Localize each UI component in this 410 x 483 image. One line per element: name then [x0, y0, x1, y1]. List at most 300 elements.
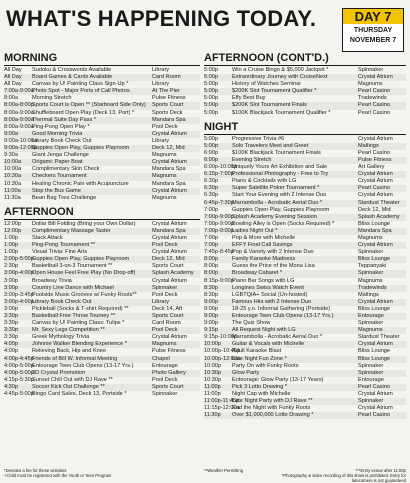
event-time: 9:15p [204, 327, 218, 334]
schedule-row [204, 299, 406, 306]
schedule-row [204, 200, 406, 207]
schedule-row [4, 188, 200, 195]
schedule-row [4, 117, 200, 124]
schedule-row [4, 313, 200, 320]
event-location: Magnums [358, 327, 383, 334]
event-location: Art Gallery [358, 164, 385, 171]
footnote-fee: *Denotes a fee for these activities [4, 468, 67, 473]
event-name: Longines Swiss Watch Event [232, 284, 304, 291]
event-name: Healing Chronic Pain with Acupuncture [32, 180, 129, 187]
event-name: Piano & Cocktails with LG [232, 178, 297, 185]
event-location: Card Room [152, 320, 181, 327]
event-name: Soccer Kick Out Challenge ** [32, 383, 105, 390]
event-name: $100K Blackjack Tournament Qualifier * [232, 109, 331, 116]
event-location: Deck 12, Mid [152, 145, 185, 152]
event-name: Sunset Chill Out with DJ Rave ** [32, 376, 113, 383]
event-location: Crystal Atrium [152, 234, 187, 241]
event-name: Library Book Check Out [32, 137, 92, 144]
event-time: 3:00p-4:00p [4, 270, 34, 277]
event-time: 9:00a-12:00p [4, 145, 37, 152]
event-time: 5:00p [204, 67, 218, 73]
schedule-row [4, 278, 200, 285]
schedule-row [204, 356, 406, 363]
event-location: Magnums [152, 173, 177, 180]
morning-title: MORNING [4, 52, 200, 66]
schedule-row [204, 270, 406, 277]
event-time: 11:00p [204, 383, 221, 390]
event-time: 4:00p-5:00p [4, 362, 34, 369]
event-location: Pool Deck [152, 327, 178, 334]
event-name: Country Line Dance with Michael [32, 284, 114, 291]
schedule-row [204, 150, 406, 157]
event-name: Bingo Card Sales, Deck 13, Portside * [32, 391, 127, 398]
day-badge [342, 8, 404, 52]
event-location: Pool Deck [152, 242, 178, 249]
event-location: Card Room [152, 74, 181, 81]
schedule-row [204, 74, 406, 81]
event-location: Crystal Atrium [152, 277, 187, 284]
event-time: 1:00p [4, 249, 18, 256]
schedule-row [204, 306, 406, 313]
event-location: Bliss Lounge [358, 305, 391, 312]
event-location: Stardust Theater [358, 199, 400, 206]
event-name: Pop & More with Michelle [232, 234, 296, 241]
event-location: Mandara Spa [152, 180, 186, 187]
event-time: 10:00a [4, 159, 22, 166]
night-schedule [204, 136, 406, 420]
event-name: The Quiz Show [232, 320, 271, 327]
schedule-row [204, 285, 406, 292]
schedule-row [204, 164, 406, 171]
schedule-row [204, 185, 406, 192]
event-location: Entourage [152, 362, 178, 369]
event-location: Bliss Lounge [358, 348, 391, 355]
event-time: 4:00p [4, 348, 18, 355]
event-location: Crystal Atrium [358, 135, 393, 142]
event-name: Canvas by U! Painting Class Sign-Up * [32, 81, 129, 88]
schedule-row [204, 192, 406, 199]
event-location: Pulse Fitness [152, 348, 186, 355]
event-time: 6:30p [204, 185, 218, 192]
schedule-row [4, 356, 200, 363]
event-location: Pearl Casino [358, 102, 391, 109]
schedule-row [204, 110, 406, 117]
event-time: 3:00p-4:00p [4, 298, 34, 305]
schedule-row [204, 370, 406, 377]
schedule-row [204, 341, 406, 348]
schedule-row [204, 327, 406, 334]
schedule-row [4, 131, 200, 138]
afternoon-cont-schedule [204, 67, 406, 117]
schedule-row [4, 166, 200, 173]
event-time: 11:00p [204, 391, 221, 398]
event-name: Origami: Paper Boat [32, 159, 83, 166]
footnotes-right [266, 468, 406, 483]
event-location: Maltings [358, 142, 379, 149]
event-location: Pool Deck [152, 376, 178, 383]
event-time: 6:00p-10:00p [204, 164, 237, 171]
schedule-row [4, 299, 200, 306]
event-time: 6:30p [204, 178, 218, 185]
event-name: Mr. Sexy Legs Competition ** [32, 327, 105, 334]
event-name: Super Satellite Poker Tournament * [232, 185, 320, 192]
schedule-row [204, 143, 406, 150]
schedule-row [204, 348, 406, 355]
event-location: Crystal Atrium [152, 159, 187, 166]
footnote-weather: **Weather Permitting [204, 468, 244, 473]
event-name: Greek Mythology Trivia [32, 334, 90, 341]
schedule-row [204, 88, 406, 95]
event-time: 6:30p [204, 192, 218, 199]
event-name: $200K Slot Tournament Finals [232, 102, 307, 109]
event-name: EFFY Final Call Savings [232, 242, 293, 249]
event-name: Basketball Free Throw Tourney ** [32, 313, 116, 319]
event-time: 7:45p-8:45p [204, 249, 234, 256]
schedule-row [4, 285, 200, 292]
event-location: Sports Court [152, 102, 184, 109]
event-time: 8:00a-9:00a [4, 116, 34, 123]
event-name: Dollar Bill Folding (Bring your Own Dollar) [32, 220, 136, 227]
event-name: Late Night Fun Zone * [232, 355, 287, 362]
event-time: 11:30a [4, 194, 21, 201]
schedule-row [4, 138, 200, 145]
schedule-row [204, 214, 406, 221]
schedule-row [4, 334, 200, 341]
event-location: Crystal Atrium [358, 192, 393, 199]
event-time: 12:00p [4, 220, 22, 227]
event-location: Magnums [152, 341, 177, 348]
event-name: Ladies Night Out * [232, 227, 278, 234]
event-location: Crystal Atrium [152, 187, 187, 194]
event-time: 3:00p-3:45p [4, 291, 34, 298]
event-time: 6:00p [204, 156, 218, 163]
event-time: 3:00p [4, 277, 18, 284]
event-time: All Day [4, 67, 22, 73]
event-name: Adult Karaoke Blast [232, 348, 282, 355]
event-name: Shuffleboard Open Play (Deck 13, Port) * [32, 109, 135, 116]
event-time: 9:00p [204, 320, 218, 327]
event-name: Giant Jenga Challenge [32, 152, 89, 159]
event-location: Deck 12, Mid [152, 256, 185, 263]
event-location: Entourage [358, 313, 384, 319]
schedule-row [204, 242, 406, 249]
event-time: 3:30p [4, 334, 18, 341]
event-time: 5:00p [204, 81, 218, 88]
schedule-row [4, 235, 200, 242]
event-location: Crystal Atrium [152, 130, 187, 137]
event-time: 5:00p [204, 88, 218, 95]
schedule-row [4, 363, 200, 370]
event-name: 18-25 y.o. Informal Gathering (Portside) [232, 305, 331, 312]
event-location: Magnums [358, 234, 383, 241]
event-location: Deck 14, Aft [152, 305, 183, 312]
event-time: 8:30p [204, 284, 218, 291]
event-location: Pulse Fitness [152, 95, 186, 102]
event-location: Crystal Atrium [358, 391, 393, 398]
event-time: 3:30p [4, 313, 18, 319]
event-name: Professional Photography - Free to Try [232, 171, 329, 178]
event-name: Thermal Suite Day Pass * [32, 116, 97, 123]
event-location: Pearl Casino [358, 149, 391, 156]
right-column [204, 52, 406, 419]
schedule-row [204, 313, 406, 320]
footnote-entry: ***Entry venue after 11:00p [355, 468, 406, 473]
event-name: Complimentary Skin Check [32, 166, 100, 173]
schedule-row [204, 67, 406, 74]
event-time: All Day [4, 81, 22, 88]
event-name: Open House Feel Free Play (No Drop-off) [32, 270, 136, 277]
schedule-row [4, 152, 200, 159]
event-time: 10:00p [204, 341, 222, 348]
event-name: Entourage: Glow Party (13-17 Years) [232, 376, 324, 383]
event-location: Splash Academy [358, 213, 400, 220]
event-name: Entourage Teen Club Opens (13-17 Yrs.) [232, 313, 334, 319]
event-name: Photo Spot - Major Ports of Call Photos [32, 88, 130, 95]
event-name: Pick 3 Lotto Drawing * [232, 383, 288, 390]
event-time: 4:30p [4, 383, 18, 390]
event-time: 5:00p [204, 135, 218, 142]
event-name: Splash Academy Evening Session [232, 213, 317, 220]
schedule-row [204, 136, 406, 143]
event-location: Crystal Atrium [152, 334, 187, 341]
schedule-row [4, 181, 200, 188]
event-time: 10:00p-10:45p [204, 348, 241, 355]
event-time: 9:00a-10:00a [4, 137, 37, 144]
event-name: History of Watches Seminar [232, 81, 302, 88]
schedule-row [4, 228, 200, 235]
event-location: Bliss Lounge [358, 355, 391, 362]
event-name: Visual Trivia: Fine Arts [32, 249, 88, 256]
event-location: Crystal Atrium [358, 178, 393, 185]
schedule-row [204, 81, 406, 88]
event-name: Piano Bar Songs with LG [232, 277, 295, 284]
event-location: Pearl Casino [358, 185, 391, 192]
schedule-row [4, 306, 200, 313]
schedule-row [204, 292, 406, 299]
event-location: Pool Deck [152, 123, 178, 130]
event-location: Library [152, 298, 170, 305]
event-time: 1:00p [4, 234, 18, 241]
schedule-row [204, 384, 406, 391]
event-name: Marrambolla - Acrobatic Aerial Duo * [232, 334, 323, 341]
left-column [4, 52, 200, 398]
event-name: Effy Best Buy [232, 95, 266, 102]
schedule-row [204, 391, 406, 398]
event-name: Start Your Evening with 2 Intense Duo [232, 192, 327, 199]
event-location: Teppanyaki [358, 263, 387, 270]
schedule-row [4, 145, 200, 152]
event-name: Ping-Pong Open Play * [32, 123, 90, 130]
event-time: 10:30p [204, 369, 222, 376]
event-time: 9:00p [204, 305, 218, 312]
event-time: 8:00a [4, 95, 18, 102]
day-number: DAY 7 [343, 9, 403, 24]
event-name: Glow Party [232, 369, 260, 376]
event-location: Spinnaker [358, 67, 384, 73]
event-name: Stop the Bus Game [32, 187, 81, 194]
schedule-row [4, 110, 200, 117]
event-time: 6:00p [204, 149, 218, 156]
schedule-row [4, 327, 200, 334]
event-name: Night Cap with Michelle [232, 391, 291, 398]
event-name: Broadway Trivia [32, 277, 72, 284]
event-name: Guppies Open Play, Guppies Playroom [232, 206, 330, 213]
event-name: Entourage Teen Club Opens (13-17 Yrs.) [32, 362, 134, 369]
schedule-row [4, 384, 200, 391]
event-location: Tradewinds [358, 284, 387, 291]
event-location: Pearl Casino [358, 412, 391, 419]
event-time: 4:00p-5:00p [4, 369, 34, 376]
event-time: 5:00p [204, 74, 218, 81]
schedule-row [204, 320, 406, 327]
event-time: 9:15p-10:00p [204, 334, 237, 341]
event-location: Magnums [358, 81, 383, 88]
schedule-row [204, 377, 406, 384]
event-location: Spinnaker [358, 320, 384, 327]
event-location: Spinnaker [358, 270, 384, 277]
event-time: 7:00a-9:00a [4, 88, 34, 95]
event-name: Guppies Open Play, Guppies Playroom [32, 145, 130, 152]
event-location: Mandara Spa [152, 166, 186, 173]
event-name: Johnnie Walker Blending Experience * [32, 341, 127, 348]
event-location: Spinnaker [152, 391, 178, 398]
event-location: Photo Gallery [152, 369, 186, 376]
event-location: Pearl Casino [358, 88, 391, 95]
footnote-registration: +Child must be registered with the Youth or Teen Program [4, 473, 112, 478]
event-location: Bliss Lounge [358, 256, 391, 263]
event-location: Pearl Casino [358, 109, 391, 116]
event-location: Deck 12, Mid [358, 206, 391, 213]
event-location: Bliss Lounge [358, 220, 391, 227]
event-time: 7:00p [204, 206, 218, 213]
event-location: Library [152, 137, 170, 144]
event-time: 5:00p [204, 95, 218, 102]
schedule-row [4, 249, 200, 256]
event-time: 5:00p [204, 142, 218, 149]
schedule-row [204, 228, 406, 235]
event-name: Board Games & Cards Available [32, 74, 113, 81]
event-name: Uniquely Yours Art Exhibition and Sale [232, 164, 328, 171]
event-time: 8:15p-9:00p [204, 277, 234, 284]
event-name: Library Book Check Out [32, 298, 92, 305]
schedule-row [204, 256, 406, 263]
event-name: Friends of Bill W. Informal Meeting [32, 355, 118, 362]
event-time: 10:00p-12:00a [204, 355, 241, 362]
event-location: Crystal Atrium [358, 405, 393, 412]
schedule-row [4, 67, 200, 74]
schedule-row [4, 292, 200, 299]
schedule-row [4, 74, 200, 81]
schedule-row [204, 263, 406, 270]
schedule-row [4, 263, 200, 270]
schedule-row [4, 102, 200, 109]
schedule-row [4, 173, 200, 180]
event-name: Complimentary Massage Taster [32, 227, 111, 234]
event-time: 10:30a [4, 180, 22, 187]
event-name: $200K Slot Tournament Qualifier * [232, 88, 317, 95]
event-time: 4:15p-5:30p [4, 376, 34, 383]
event-time: 8:30p [204, 291, 218, 298]
event-time: 10:00a [4, 166, 22, 173]
event-time: All Day [4, 74, 22, 81]
event-time: 5:00p [204, 102, 218, 109]
event-location: Spinnaker [358, 398, 384, 405]
event-location: Spinnaker [358, 369, 384, 376]
event-name: Basketball 3-on-3 Tournament ** [32, 263, 113, 270]
event-time: 7:00p [204, 234, 218, 241]
schedule-row [204, 334, 406, 341]
schedule-row [4, 348, 200, 355]
schedule-row [4, 81, 200, 88]
schedule-row [4, 341, 200, 348]
event-time: 8:00a-8:00p [4, 102, 34, 109]
schedule-row [204, 235, 406, 242]
event-name: Over $1,000,000 Lotto Drawing * [232, 412, 314, 419]
event-time: 10:00p [204, 362, 222, 369]
schedule-row [204, 363, 406, 370]
event-location: Entourage [358, 376, 384, 383]
event-name: Relieving Back, Hip and Knee [32, 348, 107, 355]
event-time: 9:30a [4, 152, 18, 159]
event-name: Morning Stretch [32, 95, 72, 102]
footnotes-left [4, 468, 204, 478]
event-name: Win a Cruise Bingo & $5,000 Jackpot * [232, 67, 329, 73]
schedule-row [4, 242, 200, 249]
event-time: 3:00p [4, 305, 18, 312]
schedule-row [4, 159, 200, 166]
event-name: Evening Stretch [232, 156, 272, 163]
event-name: Bean Bag Toss Challenge [32, 194, 97, 201]
event-name: 3D Crystal Promotion [32, 369, 86, 376]
event-time: 3:30p [4, 327, 18, 334]
event-location: Chapel [152, 355, 170, 362]
event-location: Splash Academy [152, 270, 194, 277]
event-location: Tradewinds [358, 95, 387, 102]
event-location: Crystal Atrium [358, 171, 393, 178]
event-name: LGBTQIA+ Social (Un-hosted) [232, 291, 308, 298]
schedule-row [4, 391, 200, 398]
event-name: Family Karaoke Madness [232, 256, 296, 263]
page-header [0, 0, 410, 50]
morning-schedule [4, 67, 200, 202]
event-time: 8:00p [204, 270, 218, 277]
event-location: Sports Deck [152, 109, 183, 116]
event-location: Crystal Atrium [358, 242, 393, 249]
event-name: Checkers Tournament [32, 173, 87, 180]
event-time: 12:00p [4, 227, 22, 234]
event-location: Mandara Spa [358, 227, 392, 234]
event-name: Guess the Price of the Mona Lisa [232, 263, 315, 270]
event-location: Sports Court [152, 313, 184, 319]
schedule-row [204, 178, 406, 185]
schedule-row [204, 249, 406, 256]
schedule-row [4, 195, 200, 202]
event-name: Bowling Alley is Open (Socks Required) * [232, 220, 335, 227]
afternoon-title: AFTERNOON [4, 206, 200, 220]
event-name: Poolside Music Grooves w/ Funky Roots** [32, 291, 137, 298]
event-name: Canvas by U! Painting Class: Tulips * [32, 320, 125, 327]
schedule-row [4, 88, 200, 95]
event-name: Famous Hits with 2 Intense Duo [232, 298, 312, 305]
event-location: Library [152, 81, 170, 88]
event-time: 4:00p-4:45p [4, 355, 34, 362]
event-time: 7:00p [204, 242, 218, 249]
event-time: 1:00p [4, 242, 18, 249]
schedule-row [4, 221, 200, 228]
event-time: 2:30p [4, 263, 18, 270]
event-time: 3:30p [4, 320, 18, 327]
event-time: 4:45p-5:00p [4, 391, 34, 398]
